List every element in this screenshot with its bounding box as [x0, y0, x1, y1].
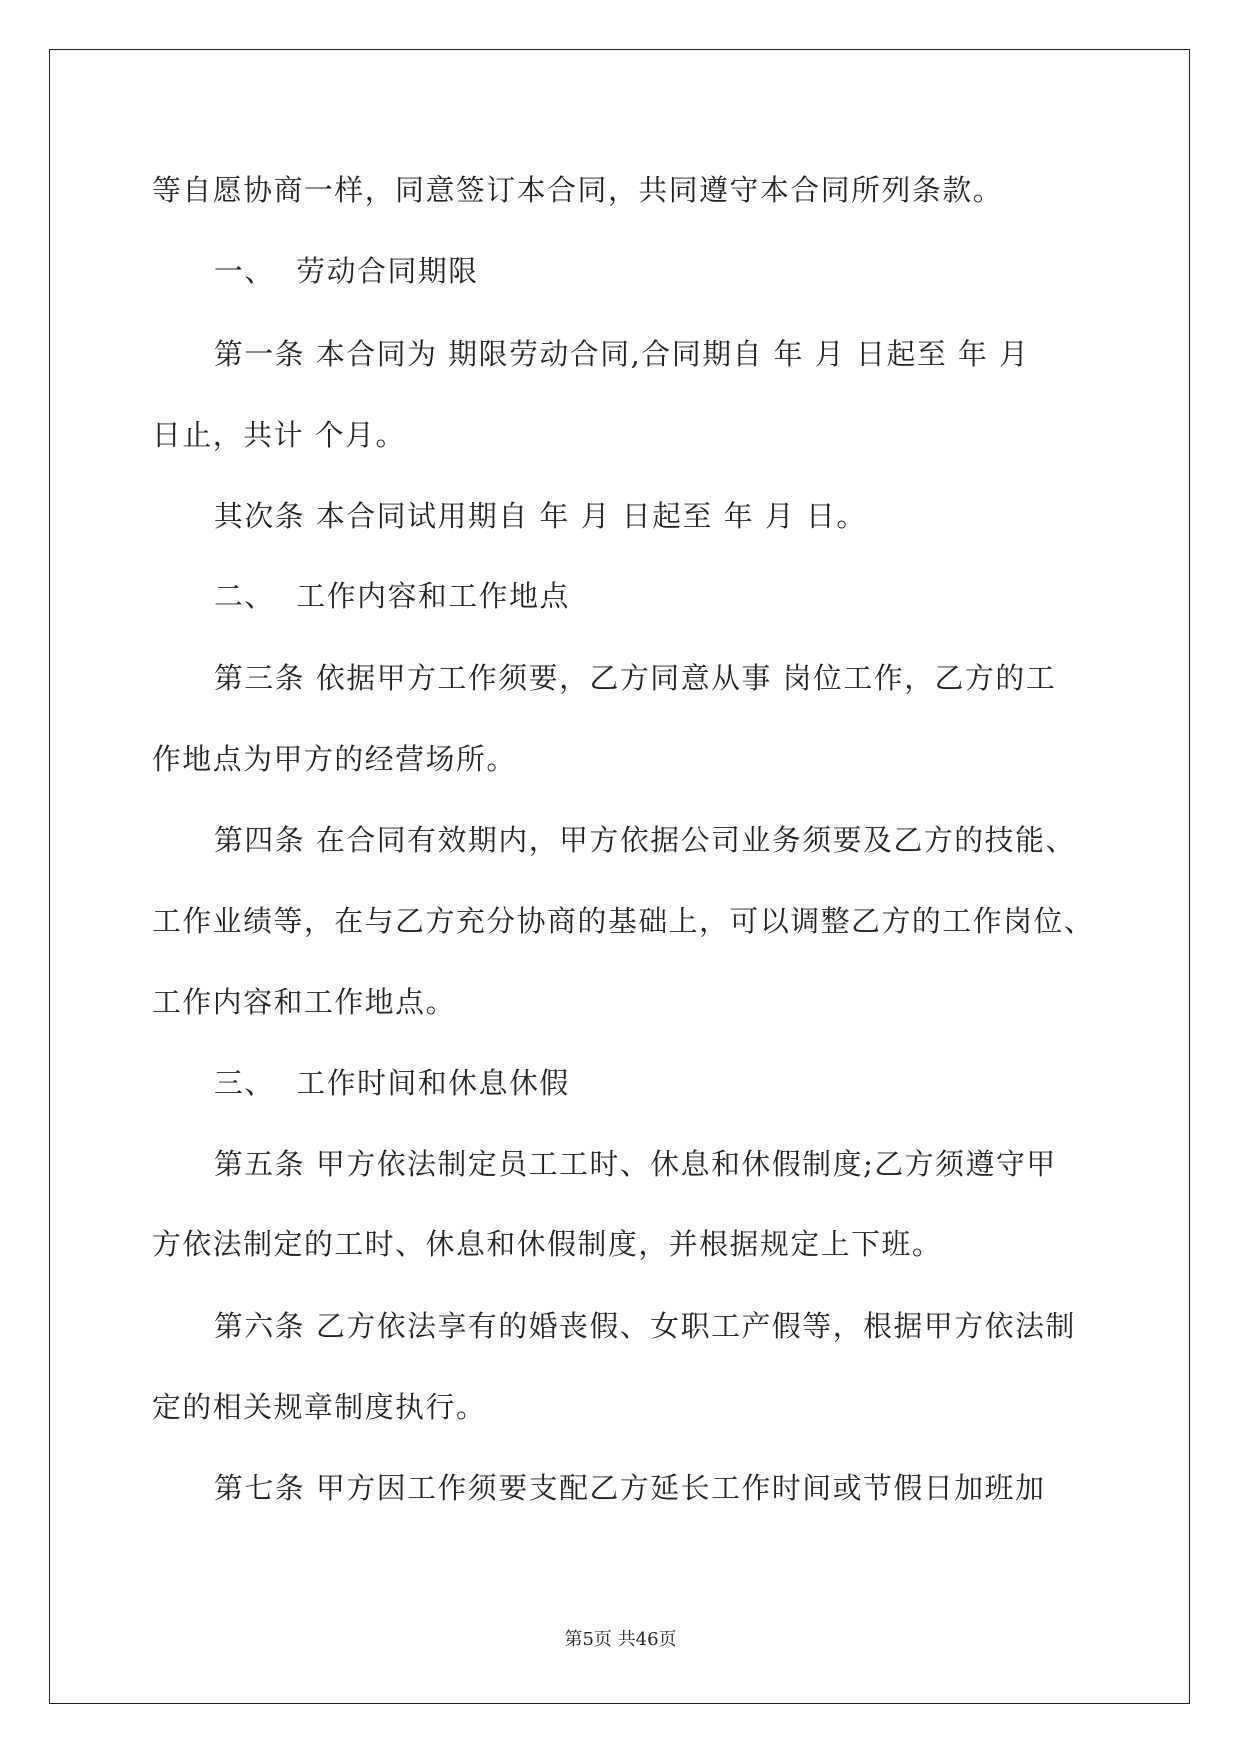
- paragraph-line: 日止，共计 个月。: [152, 418, 406, 452]
- page-border: [49, 49, 1190, 1704]
- paragraph-line: 第七条 甲方因工作须要支配乙方延长工作时间或节假日加班加: [214, 1471, 1046, 1505]
- section-heading: 三、 工作时间和休息休假: [214, 1066, 570, 1100]
- paragraph-line: 第一条 本合同为 期限劳动合同,合同期自 年 月 日起至 年 月: [214, 337, 1030, 371]
- section-heading: 一、 劳动合同期限: [214, 254, 479, 288]
- paragraph-line: 工作业绩等，在与乙方充分协商的基础上，可以调整乙方的工作岗位、: [152, 904, 1095, 938]
- paragraph-line: 第六条 乙方依法享有的婚丧假、女职工产假等，根据甲方依法制: [214, 1309, 1076, 1343]
- paragraph-line: 方依法制定的工时、休息和休假制度，并根据规定上下班。: [152, 1227, 943, 1261]
- paragraph-line: 定的相关规章制度执行。: [152, 1390, 487, 1424]
- paragraph-line: 作地点为甲方的经营场所。: [152, 742, 517, 776]
- paragraph-line: 第四条 在合同有效期内，甲方依据公司业务须要及乙方的技能、: [214, 823, 1076, 857]
- paragraph-line: 第五条 甲方依法制定员工工时、休息和休假制度;乙方须遵守甲: [214, 1147, 1057, 1181]
- page-number-footer: 第5页 共46页: [564, 1629, 677, 1650]
- paragraph-line: 其次条 本合同试用期自 年 月 日起至 年 月 日。: [214, 499, 867, 533]
- paragraph-line: 第三条 依据甲方工作须要，乙方同意从事 岗位工作，乙方的工: [214, 661, 1057, 695]
- section-heading: 二、 工作内容和工作地点: [214, 579, 570, 613]
- paragraph-line: 工作内容和工作地点。: [152, 985, 456, 1019]
- paragraph-line: 等自愿协商一样，同意签订本合同，共同遵守本合同所列条款。: [152, 173, 1004, 207]
